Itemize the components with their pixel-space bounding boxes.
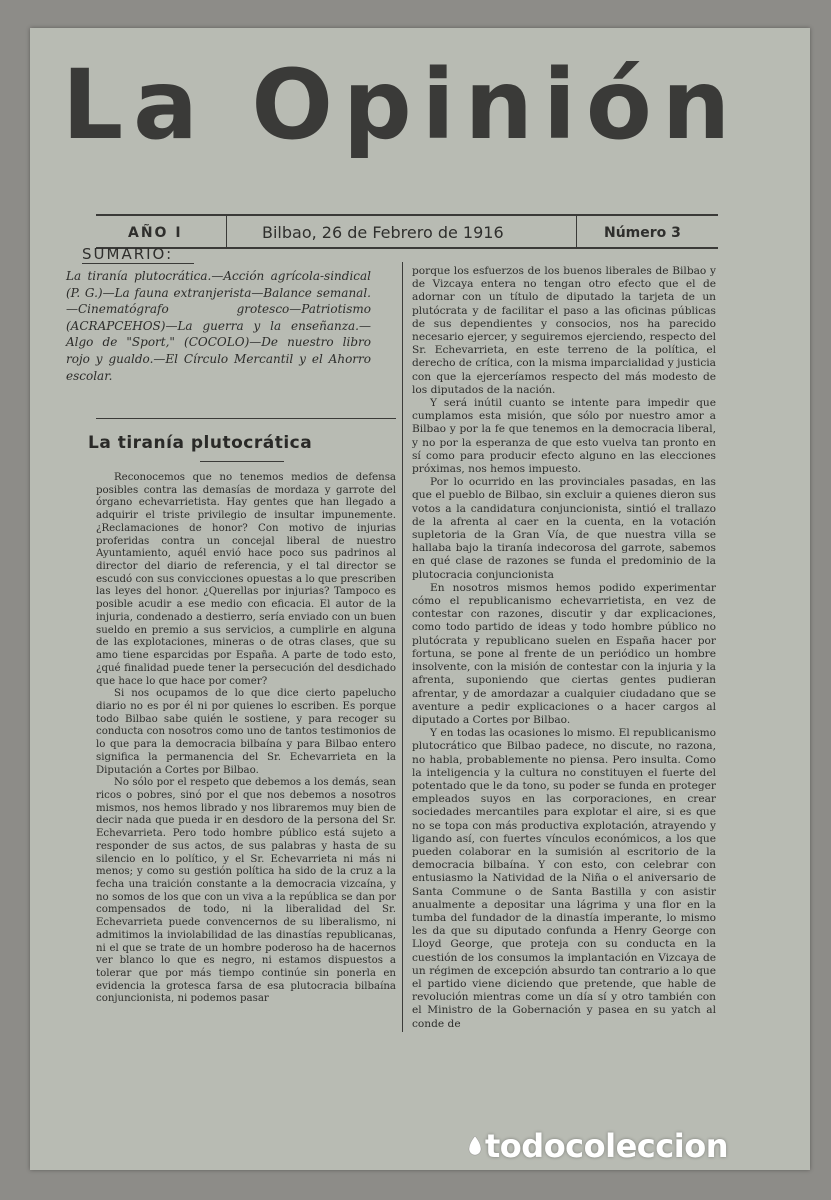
info-bar-divider (576, 216, 577, 247)
article-paragraph: Si nos ocupamos de lo que dice cierto papelucho diario no es por él ni por quienes lo escriben. Es porque todo Bilbao sabe quién le sostiene, y para recoger su conducta con nosotros como uno de tantos testimonios de lo que para la democracia bilbaína y para Bilbao entero significa la permanencia del Sr. Echevarrieta en la Diputación a Cortes por Bilbao. (96, 688, 396, 776)
article-left-column (96, 472, 396, 1006)
sumario-underline (82, 263, 194, 264)
article-paragraph: Y en todas las ocasiones lo mismo. El republicanismo plutocrático que Bilbao padece, no discute, no razona, no habla, probablemente no piensa. Pero insulta. Como la inteligencia y la cultura no constituyen el fuerte del potentado que le da tono, su poder se funda en proteger empleados suyos en las corporaciones, en crear sociedades mercantiles para explotar el aire, si es que no se topa con más productiva explotación, atrayendo y ligando así, con fuertes vínculos económicos, a los que pueden colaborar en la sumisión al escritorio de la democracia bilbaína. Y con esto, con celebrar con entusiasmo la Natividad de la Niña o el aniversario de Santa Commune o de Santa Bastilla y con asistir anualmente a depositar una lágrima y una flor en la tumba del fundador de la dinastía imperante, lo mismo les da que su diputado confunda a Henry George con Lloyd George, que proteja con su conducta en la cuestión de los consumos la implantación en Vizcaya de un régimen de excepción absurdo tan contrario a lo que el partido viene diciendo que pretende, que hable de revolución mientras come un día sí y otro también con el Ministro de la Gobernación y pasea en su yatch al conde de (412, 727, 716, 1030)
sumario-title: SUMARIO: (82, 245, 174, 263)
article-paragraph: porque los esfuerzos de los buenos liberales de Bilbao y de Vizcaya entera no tengan otro efecto que el de adornar con un título de diputado la tarjeta de un plutócrata y de facilitar el paso a las oficinas públicas de sus dependientes y consocios, nos ha parecido necesario ejercer, y seguiremos ejerciendo, respecto del Sr. Echevarrieta, en este terreno de la política, el derecho de crítica, con la misma imparcialidad y justicia con que la ejerceríamos respecto del más modesto de los diputados de la nación. (412, 265, 716, 396)
article-paragraph: En nosotros mismos hemos podido experimentar cómo el republicanismo echevarrietista, en vez de contestar con razones, discutir y dar explicaciones, como todo partido de ideas y todo hombre público no plutócrata y republicano suelen en España hacer por fortuna, se pone al frente de un periódico un hombre insolvente, con la misión de contestar con la injuria y la afrenta, suponiendo que ciertas gentes pudieran afrentar, y de amordazar a cualquier ciudadano que se aventure a pedir explicaciones o a hacer cargos al diputado a Cortes por Bilbao. (412, 581, 716, 726)
watermark-logo-icon (468, 1136, 482, 1158)
issue-number: Número 3 (604, 225, 681, 241)
article-title: La tiranía plutocrática (88, 433, 313, 453)
article-paragraph: No sólo por el respeto que debemos a los demás, sean ricos o pobres, sinó por el que nos debemos a nosotros mismos, nos hemos librado y nos libraremos muy bien de decir nada que pueda ir en desdoro de la persona del Sr. Echevarrieta. Pero todo hombre público está sujeto a responder de sus actos, de sus palabras y hasta de su silencio en lo político, y el Sr. Echevarrieta ni más ni menos; y como su gestión política ha sido de la cruz a la fecha una traición constante a la democracia vizcaína, y no somos de los que con un viva a la república se dan por compensados de todo, ni la liberalidad del Sr. Echevarrieta puede convencernos de su liberalismo, ni admitimos la inviolabilidad de las dinastías republicanas, ni el que se trate de un hombre poderoso ha de hacernos ver blanco lo que es negro, ni estamos dispuestos a tolerar que por más tiempo continúe sin ponerla en evidencia la grotesca farsa de esa plutocracia bilbaína conjuncionista, ni podemos pasar (96, 777, 396, 1005)
info-bar-bottom-rule (96, 247, 718, 249)
info-bar-top-rule (96, 214, 718, 216)
masthead-title: La Opinión (62, 49, 741, 161)
info-bar-divider (226, 216, 227, 247)
article-right-column (412, 265, 716, 1031)
date-label: Bilbao, 26 de Febrero de 1916 (262, 223, 504, 242)
sumario-separator (96, 418, 396, 419)
watermark-text: todocoleccion (485, 1127, 728, 1165)
article-paragraph: Por lo ocurrido en las provinciales pasadas, en las que el pueblo de Bilbao, sin excluir a quienes dieron sus votos a la candidatura conjuncionista, sintió el trallazo de la afrenta al caer en la cuenta, en la votación supletoria de la Gran Vía, de que nuestra villa se hallaba bajo la tiranía indecorosa del garrote, sabemos en qué clase de razones se funda el predominio de la plutocracia conjuncionista (412, 476, 716, 581)
article-paragraph: Y será inútil cuanto se intente para impedir que cumplamos esta misión, que sólo por nuestro amor a Bilbao y por la fe que tenemos en la democracia liberal, y no por la esperanza de que esto vuelva tan pronto en sí como para producir efecto alguno en las elecciones próximas, nos hemos impuesto. (412, 397, 716, 476)
year-label: AÑO I (128, 225, 183, 241)
sumario-text: La tiranía plutocrática.—Acción agrícola-sindical (P. G.)—La fauna extranjerista—Balance semanal.—Cinematógrafo grotesco—Patriotismo (ACRAPCEHOS)—La guerra y la enseñanza.—Algo de "Sport," (COCOLO)—De nuestro libro rojo y gualdo.—El Círculo Mercantil y el Ahorro escolar. (66, 269, 371, 383)
article-paragraph: Reconocemos que no tenemos medios de defensa posibles contra las demasías de mordaza y garrote del órgano echevarrietista. Hay gentes que han llegado a adquirir el triste privilegio de insultar impunemente. ¿Reclamaciones de honor? Con motivo de injurias proferidas contra un concejal liberal de nuestro Ayuntamiento, aquél envió hace poco sus padrinos al director del diario de referencia, y el tal director se escudó con sus convicciones opuestas a lo que prescriben las leyes del honor. ¿Querellas por injurias? Tampoco es posible acudir a ese medio con eficacia. El autor de la injuria, condenado a destierro, sería enviado con un buen sueldo en premio a sus servicios, a cumplirle en alguna de las explotaciones, mineras o de otras clases, que su amo tiene esparcidas por España. A parte de todo esto, ¿qué finalidad puede tener la persecución del desdichado que hace lo que hace por comer? (96, 472, 396, 687)
article-title-underline (200, 461, 284, 462)
column-divider (402, 262, 403, 1032)
